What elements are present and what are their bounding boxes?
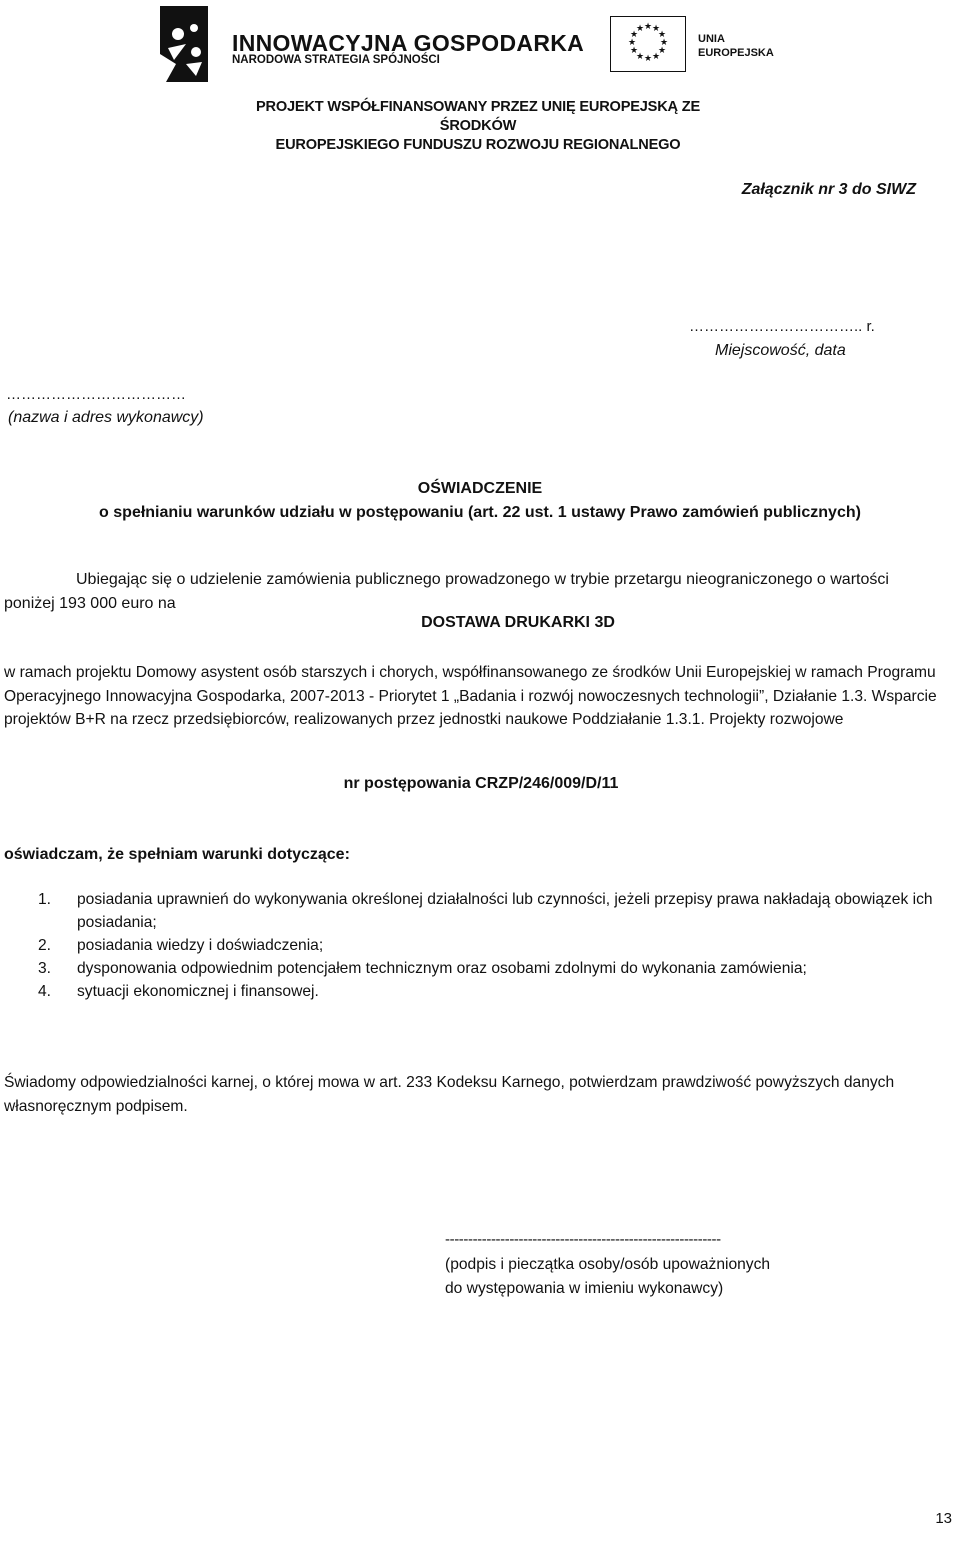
intro-line2: poniżej 193 000 euro na (4, 595, 176, 612)
signature-label-line1: (podpis i pieczątka osoby/osób upoważnionych (445, 1256, 771, 1273)
list-item-number: 3. (38, 960, 52, 977)
list-item-number: 1. (38, 891, 52, 908)
svg-text:★: ★ (635, 24, 645, 34)
intro-line1: Ubiegając się o udzielenie zamówienia publicznego prowadzonego w trybie przetargu nieograniczonego o wartości (76, 571, 889, 588)
list-item-text: dysponowania odpowiednim potencjałem technicznym oraz osobami zdolnymi do wykonania zamówienia; (77, 960, 807, 977)
svg-text:★: ★ (659, 38, 669, 48)
list-item-text: posiadania uprawnień do wykonywania określonej działalności lub czynności, jeżeli przepisy prawa nakładają obowiązek ich posiadania; (77, 891, 933, 931)
place-date-field: …………………………….. r. (689, 318, 875, 335)
svg-text:★: ★ (643, 22, 653, 32)
eu-logo-line2: EUROPEJSKA (698, 47, 774, 59)
list-item-number: 2. (38, 937, 52, 954)
svg-text:★: ★ (629, 30, 639, 40)
cofinancing-line2: EUROPEJSKIEGO FUNDUSZU ROZWOJU REGIONALNEGO (275, 137, 681, 153)
intro-paragraph (4, 568, 954, 616)
list-item (38, 980, 938, 1003)
page-number: 13 (935, 1510, 952, 1527)
list-item-number: 4. (38, 983, 52, 1000)
contractor-label: (nazwa i adres wykonawcy) (8, 409, 204, 426)
svg-text:★: ★ (629, 46, 639, 56)
eu-logo-text (698, 32, 774, 60)
procedure-number: nr postępowania CRZP/246/009/D/11 (343, 775, 619, 792)
innowacyjna-gospodarka-logo (156, 4, 212, 86)
signature-label-line2: do występowania w imieniu wykonawcy) (445, 1280, 724, 1297)
ig-logo-title: INNOWACYJNA GOSPODARKA (232, 30, 585, 56)
declaration-title: OŚWIADCZENIE (417, 480, 543, 497)
order-subject: DOSTAWA DRUKARKI 3D (421, 614, 615, 631)
signature-line: ------------------------------------------------------------ (445, 1231, 721, 1248)
conditions-list (38, 888, 938, 1003)
awareness-paragraph: Świadomy odpowiedzialności karnej, o której mowa w art. 233 Kodeksu Karnego, potwierdzam prawdziwość powyższych danych własnoręcznym podpisem. (4, 1074, 895, 1115)
list-item-text: sytuacji ekonomicznej i finansowej. (77, 983, 319, 1000)
svg-text:★: ★ (651, 24, 661, 34)
declaration-statement: oświadczam, że spełniam warunki dotyczące: (4, 846, 350, 863)
place-date-label: Miejscowość, data (715, 342, 846, 359)
svg-text:★: ★ (657, 30, 667, 40)
declaration-subtitle: o spełnianiu warunków udziału w postępowaniu (art. 22 ust. 1 ustawy Prawo zamówień publicznych) (99, 504, 861, 521)
list-item (38, 888, 938, 934)
signature-label (445, 1253, 770, 1301)
list-item (38, 934, 938, 957)
list-item-text: posiadania wiedzy i doświadczenia; (77, 937, 324, 954)
contractor-field: ……………………………… (6, 386, 186, 403)
svg-text:★: ★ (635, 52, 645, 62)
list-item (38, 957, 938, 980)
cofinancing-line1: PROJEKT WSPÓŁFINANSOWANY PRZEZ UNIĘ EUROPEJSKĄ ZE ŚRODKÓW (255, 99, 700, 134)
svg-text:★: ★ (643, 54, 653, 64)
annex-label: Załącznik nr 3 do SIWZ (741, 181, 916, 198)
cofinancing-notice (228, 98, 728, 155)
declaration-heading (0, 477, 960, 525)
project-paragraph: w ramach projektu Domowy asystent osób starszych i chorych, współfinansowanego ze środków Unii Europejskiej w ramach Programu Operacyjnego Innowacyjna Gospodarka, 2007-2013 - Priorytet 1 „Badania i rozwój nowoczesnych technologii”, Działanie 1.3. Wsparcie projektów B+R na rzecz przedsiębiorców, realizowanych przez jednostki naukowe Poddziałanie 1.3.1. Projekty rozwojowe (4, 664, 937, 728)
svg-text:★: ★ (651, 52, 661, 62)
eu-flag-icon (610, 16, 686, 72)
eu-logo-line1: UNIA (698, 33, 725, 45)
svg-text:★: ★ (627, 38, 637, 48)
ig-logo-subtitle: NARODOWA STRATEGIA SPÓJNOŚCI (232, 54, 440, 66)
svg-text:★: ★ (657, 46, 667, 56)
